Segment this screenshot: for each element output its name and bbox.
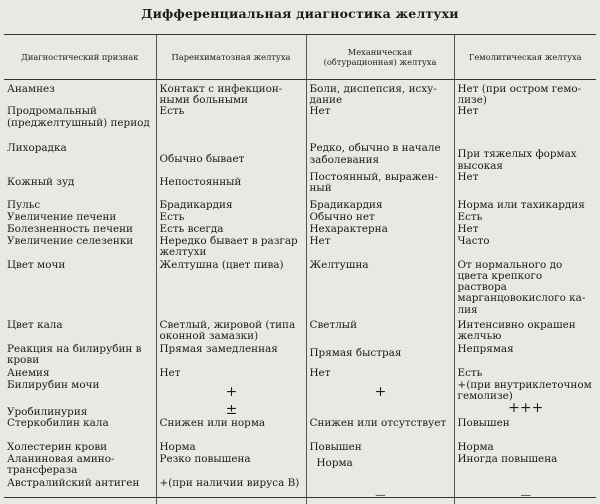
cell: Боли, диспепсия, исхудание — [306, 80, 454, 107]
header-mechanical: Механическая (обтурационная) желтуха — [306, 35, 454, 80]
table-row — [4, 143, 596, 171]
cell-sign: Анемия — [7, 366, 50, 379]
cell: Повышен — [306, 442, 454, 454]
cell: Повышен — [454, 418, 596, 442]
cell: Нет — [156, 368, 306, 380]
cell: Резко повышена — [156, 454, 306, 478]
cell: Обычно бывает — [156, 143, 306, 171]
cell: Прямая замедленная — [156, 344, 306, 368]
cell-sign: Реакция на билирубин в крови — [7, 342, 142, 367]
cell-sign: Увеличение печени — [7, 210, 117, 223]
cell: Нехарактерна — [306, 224, 454, 236]
table-row — [4, 212, 596, 224]
cell-sign: Пульс — [7, 198, 41, 211]
dash-mark: — — [520, 489, 531, 502]
cell: +(при внутриклеточном гемолизе) — [454, 380, 596, 403]
cell: Непостоянный — [156, 172, 306, 200]
table-row — [4, 200, 596, 212]
cell: Контакт с инфекционными больными — [156, 80, 306, 107]
header-hemolytic: Гемолитическая желтуха — [454, 35, 596, 80]
cell: Обычно нет — [306, 212, 454, 224]
table-row — [4, 454, 596, 478]
header-parenchymal: Паренхиматозная желтуха — [156, 35, 306, 80]
cell-sign: Аланиновая аминотрансфераза — [7, 453, 115, 477]
cell: Желтушна (цвет пива) — [156, 260, 306, 316]
cell-sign: Увеличение селезенки — [7, 234, 134, 247]
cell: +(при наличии вируса В) — [156, 478, 306, 504]
header-row — [4, 35, 596, 80]
cell: Нет — [306, 106, 454, 143]
cell — [156, 380, 306, 403]
cell: Брадикардия — [306, 200, 454, 212]
cell-sign: Цвет мочи — [7, 258, 66, 271]
table-row — [4, 418, 596, 442]
table-row — [4, 260, 596, 316]
diagnosis-table — [4, 34, 596, 504]
cell-sign: Кожный зуд — [7, 175, 75, 188]
cell-sign: Билирубин мочи — [7, 378, 100, 391]
cell: Есть — [156, 212, 306, 224]
cell: Есть всегда — [156, 224, 306, 236]
cell: От нормального до цвета крепкого раствора марганцовокислого калия — [454, 260, 596, 316]
cell — [156, 403, 306, 418]
table-row — [4, 316, 596, 344]
cell — [306, 403, 454, 418]
cell-sign: Холестерин крови — [7, 441, 108, 454]
cell: Нет — [454, 106, 596, 143]
cell-sign: Цвет кала — [7, 318, 63, 331]
cell: Нет (при остром гемолизе) — [454, 80, 596, 107]
cell: Есть — [156, 106, 306, 143]
cell: Снижен или отсутствует — [306, 418, 454, 442]
cell: Непрямая — [454, 344, 596, 368]
cell: Редко, обычно в начале заболевания — [306, 143, 454, 171]
cell: Норма — [454, 442, 596, 454]
cell: Норма или тахикардия — [454, 200, 596, 212]
cell: Брадикардия — [156, 200, 306, 212]
cell: Нет — [306, 368, 454, 380]
cell: Светлый, жировой (типа оконной замазки) — [156, 316, 306, 344]
cell: Светлый — [306, 316, 454, 344]
table-row — [4, 80, 596, 107]
table-row — [4, 106, 596, 143]
cell: Норма — [156, 442, 306, 454]
table-row — [4, 224, 596, 236]
dash-mark: — — [375, 489, 386, 502]
cell-sign: Стеркобилин кала — [7, 417, 109, 430]
cell: Снижен или норма — [156, 418, 306, 442]
cell: Есть — [454, 212, 596, 224]
cell — [454, 399, 596, 418]
cell-sign: Продромальный (преджелтушный) период — [7, 105, 150, 129]
plus-mark: + — [225, 383, 238, 400]
header-sign: Диагностический признак — [4, 35, 156, 80]
table-row — [4, 172, 596, 200]
table-bottom-rule — [4, 497, 596, 498]
cell-sign: Уробилинурия — [7, 405, 88, 418]
cell: Интенсивно окрашен желчью — [454, 316, 596, 344]
triple-plus-mark: +++ — [508, 399, 544, 416]
cell: Нет — [454, 172, 596, 200]
cell: Часто — [454, 236, 596, 260]
cell: Постоянный, выраженный — [306, 172, 454, 200]
cell: Нет — [306, 236, 454, 260]
plus-mark: + — [374, 383, 387, 400]
cell-sign: Анамнез — [7, 83, 55, 95]
table-row — [4, 478, 596, 504]
cell — [454, 478, 596, 504]
cell-sign: Лихорадка — [7, 142, 67, 155]
cell: Иногда повышена — [454, 454, 596, 478]
cell — [306, 380, 454, 403]
cell: Есть — [454, 368, 596, 380]
table-row — [4, 403, 596, 418]
table-row — [4, 236, 596, 260]
page-title: Дифференциальная диагностика желтухи — [141, 6, 459, 21]
plus-minus-mark: ± — [225, 401, 238, 418]
cell-sign: Болезненность печени — [7, 222, 133, 235]
cell: При тяжелых формах высокая — [454, 143, 596, 171]
cell: Желтушна — [306, 260, 454, 316]
cell: Норма — [306, 454, 454, 478]
cell — [306, 478, 454, 504]
table-row — [4, 344, 596, 368]
cell: Нет — [454, 224, 596, 236]
cell-sign: Австралийский антиген — [7, 477, 140, 490]
cell: Нередко бывает в разгар желтухи — [156, 236, 306, 260]
cell: Прямая быстрая — [306, 344, 454, 368]
